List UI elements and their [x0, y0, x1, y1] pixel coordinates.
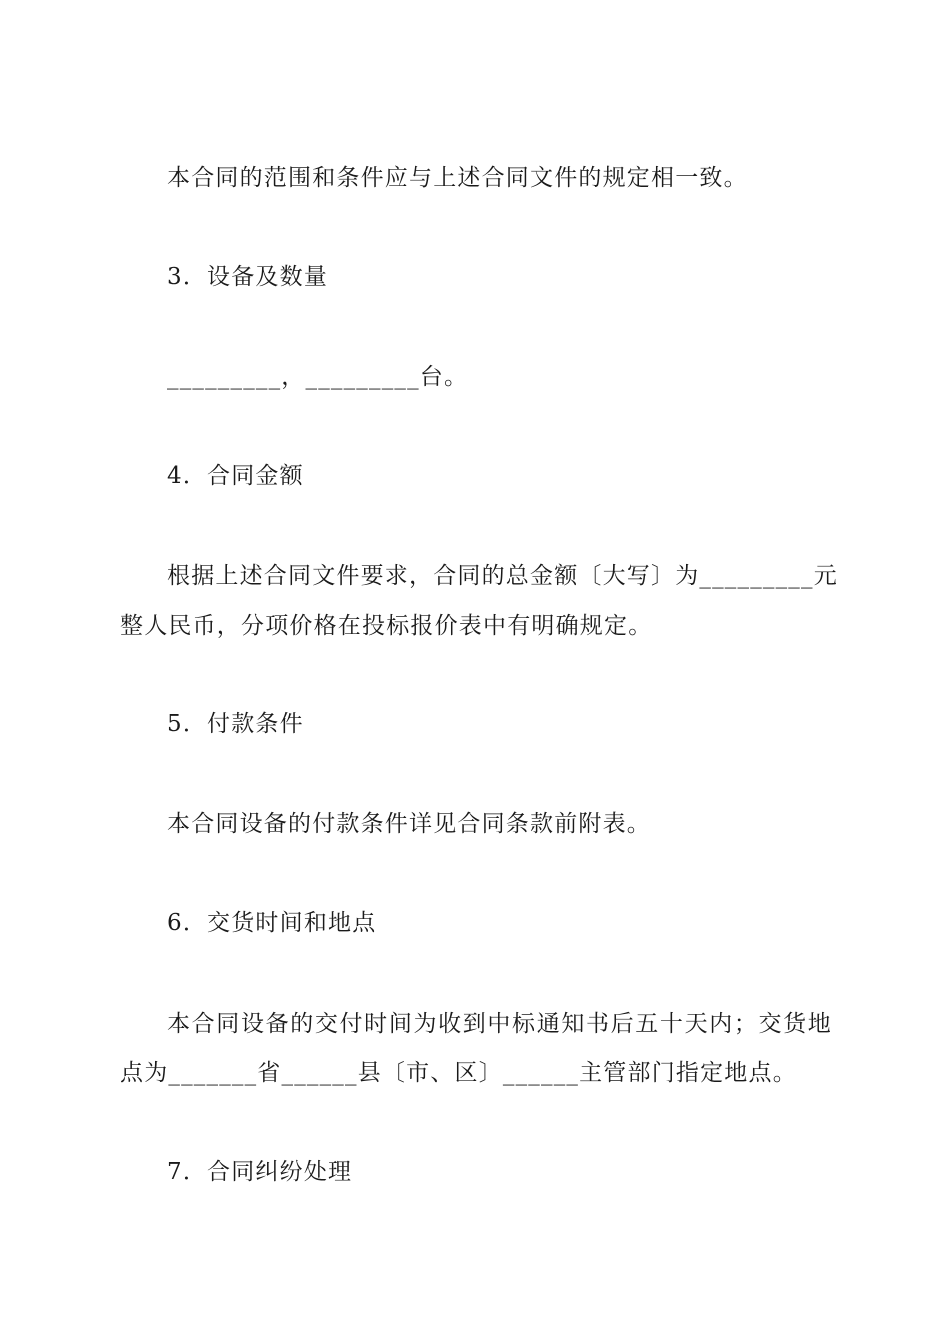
paragraph-amount-line-2: 整人民币，分项价格在投标报价表中有明确规定。 [120, 613, 653, 639]
heading-payment-terms: 5．付款条件 [167, 711, 304, 737]
heading-equipment-quantity: 3．设备及数量 [167, 264, 329, 290]
heading-delivery-time-place: 6．交货时间和地点 [167, 910, 377, 936]
paragraph-scope-consistency: 本合同的范围和条件应与上述合同文件的规定相一致。 [167, 165, 748, 191]
paragraph-payment-terms: 本合同设备的付款条件详见合同条款前附表。 [167, 811, 651, 837]
heading-contract-amount: 4．合同金额 [167, 463, 304, 489]
heading-dispute-handling: 7．合同纠纷处理 [167, 1159, 353, 1185]
paragraph-delivery-line-2: 点为_______省______县〔市、区〕______主管部门指定地点。 [120, 1060, 797, 1086]
paragraph-equipment-blanks: _________，_________台。 [167, 364, 469, 390]
paragraph-amount-line-1: 根据上述合同文件要求，合同的总金额〔大写〕为_________元 [167, 563, 838, 589]
paragraph-delivery-line-1: 本合同设备的交付时间为收到中标通知书后五十天内；交货地 [167, 1011, 832, 1037]
